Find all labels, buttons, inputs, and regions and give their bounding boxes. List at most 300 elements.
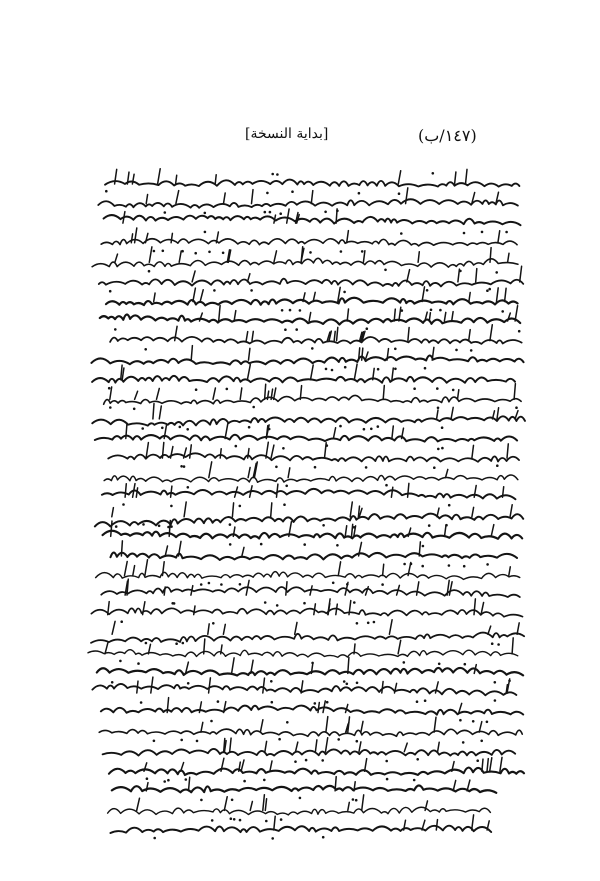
letter-stroke	[491, 525, 494, 537]
ink-dot	[164, 211, 167, 214]
ink-dot	[167, 779, 170, 782]
letter-stroke	[271, 503, 272, 517]
ink-stroke	[106, 298, 518, 306]
letter-stroke	[121, 541, 122, 556]
ink-dot	[281, 309, 284, 312]
letter-stroke	[260, 720, 263, 732]
letter-stroke	[336, 209, 337, 223]
letter-stroke	[469, 293, 470, 302]
ink-dot	[114, 328, 117, 331]
ink-stroke	[97, 668, 523, 676]
ink-dot	[314, 466, 317, 469]
ink-dot	[377, 368, 380, 371]
letter-stroke	[224, 797, 227, 811]
manuscript-line	[91, 346, 523, 371]
ink-dot	[133, 408, 136, 411]
letter-stroke	[191, 586, 193, 595]
ink-stroke	[103, 749, 516, 756]
letter-stroke	[143, 602, 145, 615]
letter-stroke	[274, 816, 275, 830]
ink-dot	[437, 448, 440, 451]
ink-dot	[279, 212, 282, 215]
letter-stroke	[391, 487, 392, 497]
ink-dot	[515, 406, 518, 409]
letter-stroke	[446, 469, 448, 477]
ink-dot	[416, 700, 419, 703]
ink-dot	[401, 309, 404, 312]
letter-stroke	[408, 483, 409, 497]
letter-stroke	[438, 742, 440, 752]
ink-dot	[462, 741, 465, 744]
manuscript-line	[92, 677, 516, 703]
ink-dot	[167, 526, 170, 529]
ink-dot	[252, 406, 255, 409]
ink-dot	[394, 348, 397, 351]
ink-dot	[108, 387, 111, 390]
letter-stroke	[123, 212, 125, 224]
ink-dot	[416, 758, 419, 761]
ink-dot	[400, 232, 403, 235]
ink-dot	[226, 388, 229, 391]
ink-dot	[180, 739, 183, 742]
ink-dot	[432, 172, 435, 175]
letter-stroke	[194, 606, 195, 615]
ink-dot	[285, 485, 288, 488]
letter-stroke	[301, 247, 303, 263]
ink-dot	[137, 662, 140, 665]
ink-dot	[488, 288, 491, 291]
letter-stroke	[347, 309, 348, 321]
ink-dot	[463, 565, 466, 568]
letter-stroke	[112, 621, 115, 634]
letter-stroke	[200, 290, 203, 302]
manuscript-line	[97, 657, 523, 682]
letter-stroke	[429, 313, 430, 321]
letter-stroke	[510, 505, 512, 517]
ink-dot	[491, 642, 494, 645]
letter-stroke	[455, 172, 456, 184]
letter-stroke	[334, 331, 335, 340]
manuscript-line	[104, 462, 518, 487]
letter-stroke	[451, 407, 453, 419]
ink-dot	[142, 523, 145, 526]
letter-stroke	[248, 468, 250, 478]
letter-stroke	[404, 743, 407, 752]
manuscript-line	[104, 209, 521, 233]
letter-stroke	[131, 234, 132, 243]
letter-stroke	[449, 582, 452, 595]
ink-dot	[428, 524, 431, 527]
manuscript-line	[92, 404, 525, 429]
ink-dot	[321, 759, 324, 762]
letter-stroke	[326, 717, 328, 733]
ink-dot	[286, 721, 289, 724]
ink-dot	[343, 680, 346, 683]
ink-dot	[476, 759, 479, 762]
ink-dot	[363, 428, 366, 431]
letter-stroke	[406, 188, 408, 204]
ink-dot	[346, 583, 349, 586]
ink-dot	[109, 406, 112, 409]
ink-dot	[212, 622, 215, 625]
ink-dot	[145, 642, 148, 645]
ink-dot	[153, 740, 156, 743]
ink-dot	[501, 310, 504, 313]
manuscript-line	[109, 757, 524, 781]
letter-stroke	[474, 599, 475, 615]
ink-stroke	[91, 608, 522, 616]
letter-stroke	[137, 798, 140, 810]
manuscript-line	[91, 599, 522, 624]
letter-stroke	[309, 313, 311, 322]
ink-dot	[220, 583, 223, 586]
ink-stroke	[112, 785, 496, 792]
letter-stroke	[209, 678, 211, 693]
letter-stroke	[171, 233, 172, 242]
ink-dot	[229, 543, 232, 546]
ink-dot	[105, 190, 108, 193]
manuscript-line	[99, 266, 523, 291]
ink-dot	[355, 799, 358, 802]
ink-dot	[486, 563, 489, 566]
manuscript-line	[108, 442, 519, 468]
ink-dot	[463, 232, 466, 235]
ink-dot	[294, 760, 297, 763]
ink-dot	[250, 289, 253, 292]
letter-stroke	[277, 484, 278, 497]
letter-stroke	[274, 388, 276, 399]
ink-dot	[343, 291, 346, 294]
ink-dot	[275, 466, 278, 469]
letter-stroke	[362, 348, 363, 360]
letter-stroke	[115, 254, 118, 262]
ink-dot	[153, 837, 156, 840]
letter-stroke	[265, 384, 266, 399]
ink-dot	[295, 328, 298, 331]
ink-dot	[339, 425, 342, 428]
ink-dot	[441, 447, 444, 450]
ink-dot	[109, 290, 112, 293]
letter-stroke	[165, 546, 167, 556]
letter-stroke	[193, 288, 196, 301]
ink-dot	[381, 583, 384, 586]
ink-dot	[305, 759, 308, 762]
manuscript-line	[101, 579, 520, 605]
letter-stroke	[287, 209, 289, 223]
letter-stroke	[311, 191, 313, 204]
letter-stroke	[163, 562, 165, 576]
ink-dot	[179, 426, 182, 429]
ink-dot	[231, 799, 234, 802]
ink-stroke	[110, 337, 522, 344]
ink-dot	[230, 817, 233, 820]
ink-dot	[122, 503, 125, 506]
ink-dot	[340, 250, 343, 253]
ink-dot	[352, 798, 355, 801]
ink-dot	[421, 565, 424, 568]
ink-dot	[331, 369, 334, 372]
ink-dot	[356, 740, 359, 743]
ink-dot	[370, 428, 373, 431]
letter-stroke	[509, 567, 511, 576]
letter-stroke	[265, 741, 267, 751]
ink-dot	[494, 681, 497, 684]
letter-stroke	[361, 721, 363, 732]
ink-dot	[175, 642, 178, 645]
ink-dot	[386, 778, 389, 781]
ink-dot	[413, 779, 416, 782]
letter-stroke	[399, 307, 401, 321]
letter-stroke	[246, 332, 248, 341]
manuscript-line	[110, 541, 516, 566]
ink-dot	[322, 524, 325, 527]
letter-stroke	[467, 780, 470, 791]
ink-dot	[194, 252, 197, 255]
letter-stroke	[318, 703, 319, 713]
letter-stroke	[125, 484, 126, 498]
letter-stroke	[482, 759, 483, 771]
ink-dot	[433, 466, 436, 469]
letter-stroke	[352, 524, 353, 536]
ink-dot	[353, 526, 356, 529]
manuscript-line	[96, 560, 520, 586]
ink-dot	[377, 425, 380, 428]
ink-dot	[344, 366, 347, 369]
letter-stroke	[418, 252, 419, 263]
letter-stroke	[354, 644, 355, 654]
ink-dot	[299, 797, 302, 800]
ink-dot	[361, 250, 364, 253]
ink-dot	[276, 604, 279, 607]
letter-stroke	[417, 582, 419, 595]
ink-dot	[322, 836, 325, 839]
letter-stroke	[263, 795, 265, 811]
letter-stroke	[157, 388, 160, 399]
ink-dot	[183, 465, 186, 468]
ink-dot	[283, 503, 286, 506]
ink-dot	[365, 466, 368, 469]
letter-stroke	[437, 508, 439, 517]
letter-stroke	[469, 330, 471, 341]
ink-dot	[200, 799, 203, 802]
letter-stroke	[383, 564, 384, 575]
ink-dot	[353, 601, 356, 604]
letter-stroke	[242, 547, 244, 556]
letter-stroke	[190, 445, 192, 458]
manuscript-line	[106, 287, 518, 312]
letter-stroke	[153, 404, 154, 419]
ink-dot	[239, 505, 242, 508]
ink-stroke	[92, 258, 518, 267]
ink-dot	[448, 564, 451, 567]
ink-dot	[248, 426, 251, 429]
ink-dot	[141, 427, 144, 430]
ink-dot	[424, 699, 427, 702]
ink-dot	[441, 426, 444, 429]
ink-dot	[358, 192, 361, 195]
letter-stroke	[146, 194, 147, 203]
ink-stroke	[108, 807, 491, 815]
ink-stroke	[92, 684, 516, 695]
letter-stroke	[286, 582, 287, 595]
letter-stroke	[490, 325, 492, 341]
ink-dot	[271, 837, 274, 840]
letter-stroke	[219, 306, 220, 322]
ink-dot	[426, 289, 429, 292]
letter-stroke	[133, 566, 135, 576]
letter-stroke	[125, 562, 128, 576]
letter-stroke	[338, 562, 340, 576]
letter-stroke	[224, 193, 226, 204]
ink-stroke	[102, 489, 516, 499]
ink-dot	[182, 642, 185, 645]
ink-dot	[144, 348, 147, 351]
manuscript-line	[102, 483, 516, 507]
ink-dot	[299, 309, 302, 312]
letter-stroke	[348, 802, 350, 810]
ink-dot	[496, 464, 499, 467]
ink-dot	[325, 368, 328, 371]
letter-stroke	[216, 232, 218, 243]
letter-stroke	[248, 274, 250, 282]
letter-stroke	[497, 408, 499, 419]
letter-stroke	[436, 820, 437, 830]
ink-dot	[455, 349, 458, 352]
letter-stroke	[252, 190, 254, 204]
letter-stroke	[192, 271, 195, 282]
ink-dot	[346, 683, 349, 686]
ink-stroke	[88, 650, 518, 658]
manuscript-line	[95, 502, 523, 527]
ink-dot	[356, 682, 359, 685]
ink-dot	[163, 780, 166, 783]
ink-stroke	[110, 553, 516, 560]
letter-stroke	[345, 526, 347, 537]
ink-stroke	[105, 180, 519, 187]
letter-stroke	[274, 251, 277, 262]
ink-dot	[309, 251, 312, 254]
letter-stroke	[389, 620, 392, 635]
ink-dot	[470, 349, 473, 352]
ink-dot	[187, 486, 190, 489]
letter-stroke	[176, 191, 179, 204]
letter-stroke	[445, 525, 447, 536]
ink-dot	[158, 525, 161, 528]
letter-stroke	[326, 738, 328, 752]
ink-dot	[452, 389, 455, 392]
ink-stroke	[98, 199, 518, 208]
ink-dot	[162, 250, 165, 253]
letter-stroke	[472, 445, 474, 458]
ink-stroke	[92, 416, 525, 425]
ink-dot	[115, 525, 118, 528]
ink-dot	[385, 484, 388, 487]
ink-dot	[336, 544, 339, 547]
ink-dot	[394, 368, 397, 371]
letter-stroke	[176, 175, 177, 184]
ink-dot	[439, 309, 442, 312]
letter-stroke	[487, 759, 488, 772]
letter-stroke	[325, 443, 327, 458]
letter-stroke	[363, 251, 365, 263]
manuscript-line	[95, 423, 517, 447]
letter-stroke	[208, 624, 209, 634]
letter-stroke	[498, 231, 500, 243]
ink-dot	[497, 643, 500, 646]
letter-stroke	[111, 521, 112, 536]
letter-stroke	[508, 253, 509, 262]
ink-dot	[239, 819, 242, 822]
letter-stroke	[507, 444, 508, 458]
manuscript-line	[110, 325, 522, 350]
letter-stroke	[271, 445, 274, 458]
letter-stroke	[223, 624, 225, 634]
letter-stroke	[337, 327, 338, 340]
manuscript-line	[101, 228, 517, 253]
letter-stroke	[263, 678, 265, 693]
letter-stroke	[459, 703, 462, 712]
letter-stroke	[296, 742, 298, 752]
letter-stroke	[488, 626, 491, 634]
manuscript-line	[110, 815, 491, 840]
letter-stroke	[159, 406, 161, 419]
letter-stroke	[466, 169, 468, 184]
letter-stroke	[453, 780, 456, 790]
ink-dot	[437, 407, 440, 410]
letter-stroke	[179, 251, 181, 262]
ink-dot	[289, 309, 292, 312]
manuscript-line	[91, 620, 524, 645]
letter-stroke	[505, 288, 507, 301]
ink-dot	[146, 777, 149, 780]
ink-dot	[211, 819, 214, 822]
ink-dot	[430, 309, 433, 312]
ink-dot	[196, 740, 199, 743]
ink-dot	[276, 173, 279, 176]
letter-stroke	[310, 586, 312, 595]
ink-dot	[436, 387, 439, 390]
ink-dot	[303, 543, 306, 546]
ink-dot	[204, 231, 207, 234]
ink-dot	[366, 327, 369, 330]
ink-dot	[208, 251, 211, 254]
letter-stroke	[191, 346, 192, 361]
ink-dot	[505, 231, 508, 234]
ink-dot	[398, 192, 401, 195]
letter-stroke	[512, 638, 513, 654]
letter-stroke	[209, 462, 212, 478]
letter-stroke	[490, 758, 492, 772]
ink-dot	[265, 820, 268, 823]
letter-stroke	[383, 386, 384, 400]
ink-dot	[495, 271, 498, 274]
letter-stroke	[189, 777, 190, 791]
ink-stroke	[95, 435, 517, 442]
ink-dot	[161, 427, 164, 430]
ink-stroke	[99, 279, 523, 287]
ink-dot	[280, 818, 283, 821]
letter-stroke	[241, 760, 244, 771]
ink-dot	[448, 504, 451, 507]
ink-stroke	[101, 239, 517, 246]
letter-stroke	[171, 486, 172, 497]
ink-dot	[422, 545, 425, 548]
letter-stroke	[479, 722, 482, 733]
ink-dot	[413, 387, 416, 390]
letter-stroke	[354, 364, 357, 380]
ink-dot	[140, 701, 143, 704]
ink-dot	[222, 252, 225, 255]
